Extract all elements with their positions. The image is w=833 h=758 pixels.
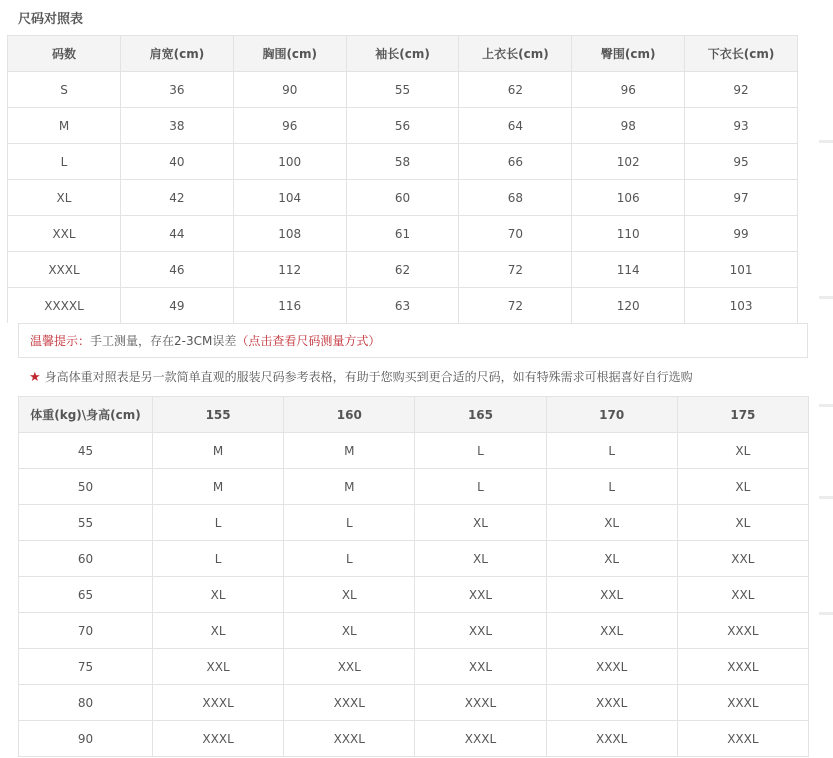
size-table-cell: 100: [233, 144, 346, 180]
weight-table-cell: XXXL: [415, 721, 546, 757]
size-table-cell: 36: [121, 72, 234, 108]
size-table-cell: 72: [459, 288, 572, 324]
notice-box: [18, 323, 808, 358]
size-table-cell: M: [8, 108, 121, 144]
weight-table-cell: XXL: [415, 613, 546, 649]
size-table-header-cell: 肩宽(cm): [121, 36, 234, 72]
weight-table-cell: M: [153, 469, 284, 505]
size-table-cell: 106: [572, 180, 685, 216]
size-table-row: [8, 288, 798, 324]
weight-table-cell: XXXL: [546, 685, 677, 721]
size-table-cell: 90: [233, 72, 346, 108]
weight-table-row: [19, 469, 809, 505]
weight-table-cell: XXXL: [677, 721, 808, 757]
size-table-row: [8, 72, 798, 108]
weight-table-cell: L: [153, 541, 284, 577]
size-table-header-cell: 臀围(cm): [572, 36, 685, 72]
size-table-cell: 102: [572, 144, 685, 180]
size-table-cell: 62: [346, 252, 459, 288]
size-table-cell: 104: [233, 180, 346, 216]
size-table-cell: 96: [233, 108, 346, 144]
weight-table-cell: XL: [546, 505, 677, 541]
weight-table-cell: 90: [19, 721, 153, 757]
weight-height-table: [18, 396, 809, 757]
weight-table-cell: 50: [19, 469, 153, 505]
weight-table-cell: XXXL: [546, 721, 677, 757]
size-table-cell: 55: [346, 72, 459, 108]
weight-table-cell: XXL: [153, 649, 284, 685]
size-table-cell: 68: [459, 180, 572, 216]
weight-table-cell: XXXL: [284, 685, 415, 721]
size-table-cell: 40: [121, 144, 234, 180]
size-table-cell: 72: [459, 252, 572, 288]
weight-table-cell: L: [284, 505, 415, 541]
size-table-cell: 97: [685, 180, 798, 216]
weight-table-cell: XXL: [677, 577, 808, 613]
size-table-cell: 46: [121, 252, 234, 288]
weight-table-cell: L: [153, 505, 284, 541]
size-table-cell: S: [8, 72, 121, 108]
weight-table-cell: XXL: [284, 649, 415, 685]
weight-table-header-cell: 170: [546, 397, 677, 433]
size-table-cell: 49: [121, 288, 234, 324]
weight-table-cell: XXXL: [153, 685, 284, 721]
size-table-header-cell: 袖长(cm): [346, 36, 459, 72]
weight-table-cell: XXXL: [677, 613, 808, 649]
edge-decoration: [819, 140, 833, 143]
size-table-cell: XXXL: [8, 252, 121, 288]
weight-table-row: [19, 613, 809, 649]
weight-table-cell: XXL: [415, 649, 546, 685]
weight-table-cell: 45: [19, 433, 153, 469]
size-table-cell: 98: [572, 108, 685, 144]
weight-table-cell: XL: [284, 577, 415, 613]
page-title: 尺码对照表: [18, 12, 84, 27]
size-table-cell: 42: [121, 180, 234, 216]
weight-table-cell: L: [415, 469, 546, 505]
weight-table-row: [19, 505, 809, 541]
size-table-cell: 112: [233, 252, 346, 288]
size-table-header-cell: 胸围(cm): [233, 36, 346, 72]
size-table-cell: 44: [121, 216, 234, 252]
weight-table-header-cell: 155: [153, 397, 284, 433]
weight-table-cell: XXL: [415, 577, 546, 613]
weight-table-row: [19, 649, 809, 685]
size-chart-table: [7, 35, 798, 323]
intro-text: 身高体重对照表是另一款简单直观的服装尺码参考表格，有助于您购买到更合适的尺码，如有特殊需求可根据喜好自行选购: [44, 370, 693, 384]
weight-table-cell: M: [153, 433, 284, 469]
size-table-cell: 110: [572, 216, 685, 252]
size-table-cell: 114: [572, 252, 685, 288]
weight-table-cell: XL: [677, 505, 808, 541]
weight-table-cell: 60: [19, 541, 153, 577]
size-table-cell: 120: [572, 288, 685, 324]
weight-table-header-row: [19, 397, 809, 433]
weight-table-header-cell: 165: [415, 397, 546, 433]
edge-decoration: [819, 496, 833, 499]
weight-table-cell: L: [546, 469, 677, 505]
weight-table-cell: XXXL: [546, 649, 677, 685]
size-table-cell: 108: [233, 216, 346, 252]
weight-table-cell: XXL: [546, 577, 677, 613]
weight-table-cell: 75: [19, 649, 153, 685]
size-table-cell: 63: [346, 288, 459, 324]
size-table-cell: XXL: [8, 216, 121, 252]
size-table-row: [8, 144, 798, 180]
size-table-row: [8, 216, 798, 252]
size-table-cell: 66: [459, 144, 572, 180]
size-table-header-row: [8, 36, 798, 72]
weight-table-cell: XXXL: [677, 649, 808, 685]
weight-table-cell: XXXL: [284, 721, 415, 757]
size-table-cell: 92: [685, 72, 798, 108]
weight-table-header-cell: 160: [284, 397, 415, 433]
size-table-cell: 95: [685, 144, 798, 180]
weight-table-cell: XXL: [677, 541, 808, 577]
weight-table-row: [19, 685, 809, 721]
size-table-cell: 93: [685, 108, 798, 144]
weight-table-cell: L: [284, 541, 415, 577]
size-table-cell: 61: [346, 216, 459, 252]
size-table-cell: 56: [346, 108, 459, 144]
weight-table-header-cell: 体重(kg)\身高(cm): [19, 397, 153, 433]
weight-table-cell: XL: [153, 613, 284, 649]
size-table-cell: XL: [8, 180, 121, 216]
weight-table-cell: XL: [415, 505, 546, 541]
weight-table-cell: M: [284, 469, 415, 505]
weight-table-cell: XXXL: [153, 721, 284, 757]
size-table-row: [8, 108, 798, 144]
weight-height-intro: [29, 368, 693, 385]
size-table-header-cell: 码数: [8, 36, 121, 72]
size-table-cell: 116: [233, 288, 346, 324]
weight-table-header-cell: 175: [677, 397, 808, 433]
weight-table-cell: XL: [153, 577, 284, 613]
size-table-cell: 62: [459, 72, 572, 108]
size-table-cell: 70: [459, 216, 572, 252]
size-table-cell: L: [8, 144, 121, 180]
size-table-cell: XXXXL: [8, 288, 121, 324]
size-table-cell: 99: [685, 216, 798, 252]
weight-table-cell: L: [415, 433, 546, 469]
notice-body: 手工测量，存在2-3CM误差: [90, 334, 237, 348]
size-table-header-cell: 上衣长(cm): [459, 36, 572, 72]
size-table-cell: 58: [346, 144, 459, 180]
weight-table-cell: XXXL: [677, 685, 808, 721]
weight-table-row: [19, 577, 809, 613]
edge-decoration: [819, 612, 833, 615]
size-table-cell: 60: [346, 180, 459, 216]
size-table-row: [8, 252, 798, 288]
weight-table-cell: XL: [677, 469, 808, 505]
weight-table-cell: 70: [19, 613, 153, 649]
weight-table-cell: XXL: [546, 613, 677, 649]
edge-decoration: [819, 404, 833, 407]
weight-table-cell: XXXL: [415, 685, 546, 721]
notice-title: 温馨提示：: [30, 334, 91, 348]
weight-table-cell: 80: [19, 685, 153, 721]
size-table-header-cell: 下衣长(cm): [685, 36, 798, 72]
weight-table-cell: M: [284, 433, 415, 469]
weight-table-cell: 65: [19, 577, 153, 613]
measure-method-link[interactable]: （点击查看尺码测量方式）: [236, 334, 381, 348]
size-table-cell: 96: [572, 72, 685, 108]
star-icon: ★: [29, 370, 41, 385]
weight-table-row: [19, 433, 809, 469]
edge-decoration: [819, 296, 833, 299]
weight-table-cell: L: [546, 433, 677, 469]
weight-table-row: [19, 541, 809, 577]
weight-table-cell: 55: [19, 505, 153, 541]
weight-table-cell: XL: [546, 541, 677, 577]
weight-table-row: [19, 721, 809, 757]
weight-table-cell: XL: [284, 613, 415, 649]
size-table-cell: 38: [121, 108, 234, 144]
size-table-cell: 64: [459, 108, 572, 144]
weight-table-cell: XL: [415, 541, 546, 577]
size-table-cell: 103: [685, 288, 798, 324]
size-table-row: [8, 180, 798, 216]
size-table-cell: 101: [685, 252, 798, 288]
weight-table-cell: XL: [677, 433, 808, 469]
